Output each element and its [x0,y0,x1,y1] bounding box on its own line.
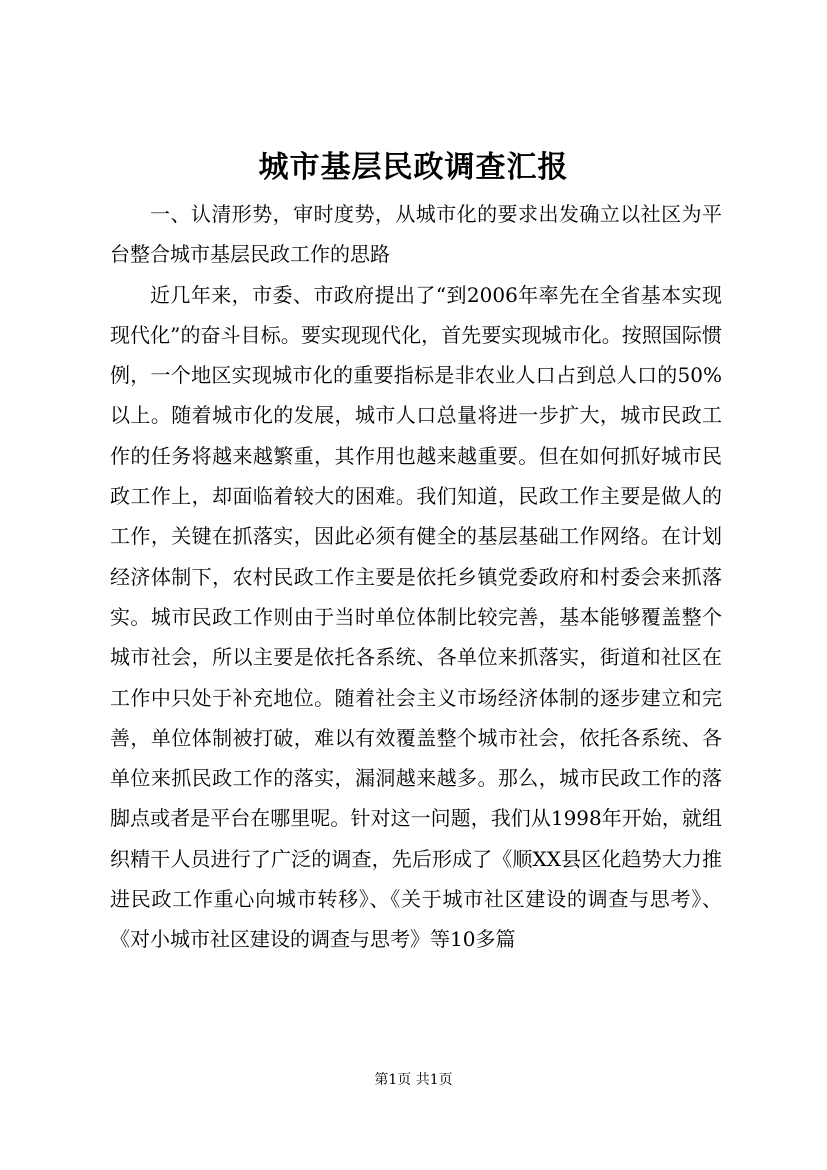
document-body [110,194,722,960]
document-title: 城市基层民政调查汇报 [258,150,569,185]
body-paragraph: 近几年来，市委、市政府提出了“到2006年率先在全省基本实现现代化”的奋斗目标。要实现现代化，首先要实现城市化。按照国际惯例，一个地区实现城市化的重要指标是非农业人口占到总人口的50%以上。随着城市化的发展，城市人口总量将进一步扩大，城市民政工作的任务将越来越繁重，其作用也越来越重要。但在如何抓好城市民政工作上，却面临着较大的困难。我们知道，民政工作主要是做人的工作，关键在抓落实，因此必须有健全的基层基础工作网络。在计划经济体制下，农村民政工作主要是依托乡镇党委政府和村委会来抓落实。城市民政工作则由于当时单位体制比较完善，基本能够覆盖整个城市社会，所以主要是依托各系统、各单位来抓落实，街道和社区在工作中只处于补充地位。随着社会主义市场经济体制的逐步建立和完善，单位体制被打破，难以有效覆盖整个城市社会，依托各系统、各单位来抓民政工作的落实，漏洞越来越多。那么，城市民政工作的落脚点或者是平台在哪里呢。针对这一问题，我们从1998年开始，就组织精干人员进行了广泛的调查，先后形成了《顺XX县区化趋势大力推进民政工作重心向城市转移》、《关于城市社区建设的调查与思考》、《对小城市社区建设的调查与思考》等10多篇 [110,282,722,952]
section-heading-paragraph: 一、认清形势，审时度势，从城市化的要求出发确立以社区为平台整合城市基层民政工作的思路 [110,202,722,267]
page-number-footer: 第1页 共1页 [374,1072,453,1088]
